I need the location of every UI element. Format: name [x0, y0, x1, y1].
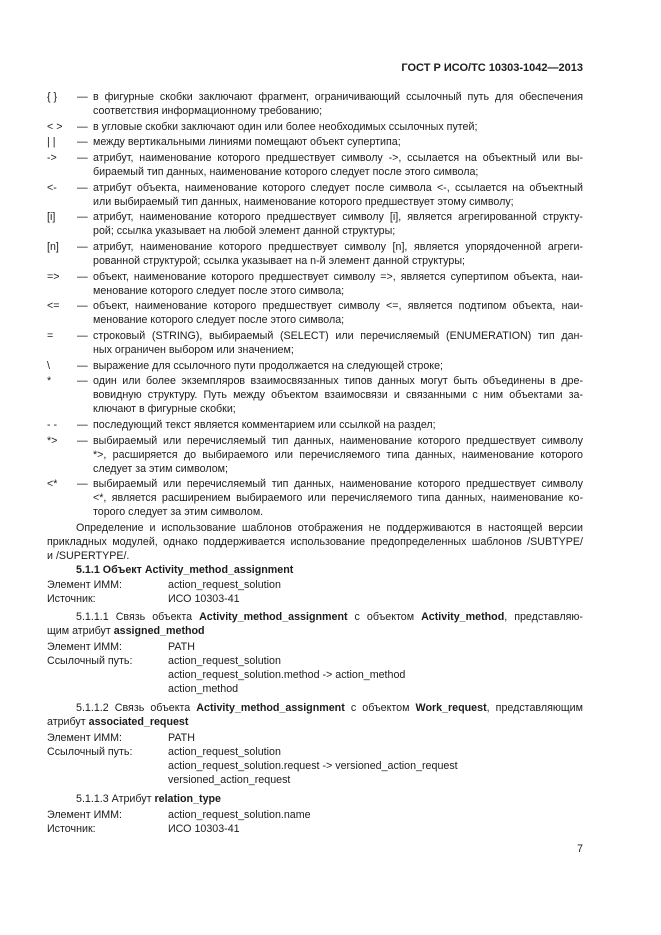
mapping-key: Ссылочный путь: — [47, 745, 133, 758]
definition-dash: — — [77, 211, 88, 224]
definition-text-line: выражение для ссылочного пути продолжается на следующей строке; — [93, 359, 444, 372]
heading-text: атрибут — [47, 715, 86, 728]
section-number: 5.1.1.2 — [76, 701, 109, 714]
definition-text-line: последующий текст является комментарием или ссылкой на раздел; — [93, 418, 436, 431]
definition-text-line: атрибут, наименование которого предшествует символу [i], является агрегированной структу- — [93, 211, 583, 224]
mapping-value: PATH — [168, 640, 195, 653]
section-heading-5-1-1 — [47, 563, 583, 577]
definition-text-line: следует за этим символом; — [93, 462, 228, 475]
definition-item — [47, 434, 583, 476]
definition-dash: — — [77, 136, 88, 149]
mapping-value: action_request_solution.name — [168, 808, 311, 821]
definition-symbol: | | — [47, 136, 56, 149]
definition-symbol: *> — [47, 434, 58, 447]
definition-text-line: ных ограничен выбором или значением; — [93, 343, 294, 356]
definition-text-line: один или более экземпляров взаимосвязанных типов данных могут быть объединены в дре- — [93, 375, 583, 388]
definition-symbol: \ — [47, 359, 50, 372]
definition-item — [47, 418, 583, 432]
heading-text: , представляющим — [486, 701, 583, 714]
mapping-value: ИСО 10303-41 — [168, 822, 240, 835]
mapping-value: action_request_solution.request -> versioned_action_request — [168, 759, 458, 772]
definition-dash: — — [77, 91, 88, 103]
definition-dash: — — [77, 375, 88, 388]
definition-symbol: = — [47, 329, 54, 342]
heading-line — [47, 610, 583, 624]
definition-text-line: соответствия информационному требованию; — [93, 105, 323, 117]
definition-text-line: рой; ссылка указывает на любой элемент данной структуры; — [93, 225, 396, 238]
section-number: 5.1.1 — [76, 563, 100, 576]
definition-text-line: выбираемый или перечисляемый тип данных, наименование которого предшествует символу — [93, 434, 583, 447]
definition-text-line: бираемый тип данных, наименование которого следует после этого символа; — [93, 165, 479, 178]
heading-line — [47, 715, 583, 729]
definition-item — [47, 329, 583, 357]
definition-item — [47, 359, 583, 373]
document-header: ГОСТ Р ИСО/ТС 10303-1042—2013 — [401, 62, 583, 74]
definition-dash: — — [77, 418, 88, 431]
definition-item — [47, 151, 583, 179]
notation-definitions — [47, 90, 583, 519]
definition-dash: — — [77, 181, 88, 194]
section-label: Объект — [102, 563, 142, 576]
heading-text: Атрибут — [111, 792, 152, 805]
heading-text: щим атрибут — [47, 624, 111, 637]
definition-text-line: менование которого следует после этого символа; — [93, 314, 345, 327]
mapping-value: action_request_solution — [168, 745, 281, 758]
definition-text-line: или выбираемый тип данных, наименование которого предшествует этому символу; — [93, 195, 514, 208]
target-entity-name: Activity_method — [421, 610, 505, 623]
mapping-row — [47, 822, 583, 836]
note-paragraph — [47, 521, 583, 563]
definition-text-line: *>, расширяется до выбираемого или перечисляемого типа данных, наименование которого — [93, 448, 583, 461]
definition-dash: — — [77, 478, 88, 491]
definition-item — [47, 210, 583, 238]
mapping-row — [47, 592, 583, 606]
definition-dash: — — [77, 270, 88, 283]
heading-text: , представляю- — [504, 610, 583, 623]
paragraph-line: и /SUPERTYPE/. — [47, 549, 130, 562]
section-heading-5-1-1-2 — [47, 701, 583, 729]
definition-symbol: < > — [47, 120, 63, 133]
mapping-value: PATH — [168, 731, 195, 744]
attribute-name: assigned_method — [113, 624, 205, 637]
definition-dash: — — [77, 300, 88, 313]
definition-symbol: <- — [47, 181, 57, 194]
definition-dash: — — [77, 151, 88, 164]
heading-text: Связь объекта — [114, 701, 191, 714]
mapping-row — [47, 731, 583, 745]
mapping-value: action_request_solution — [168, 578, 281, 591]
definition-text-line: в фигурные скобки заключают фрагмент, ограничивающий ссылочный путь для обеспечения — [93, 91, 583, 103]
attribute-name: relation_type — [154, 792, 222, 805]
definition-text-line: атрибут объекта, наименование которого следует после символа <-, ссылается на объектный — [93, 181, 583, 194]
target-entity-name: Work_request — [415, 701, 487, 714]
definition-item — [47, 90, 583, 118]
section-heading-5-1-1-3 — [47, 792, 583, 806]
mapping-value: action_request_solution.method -> action_method — [168, 668, 406, 681]
paragraph-line: Определение и использование шаблонов отображения не поддерживаются в настоящей версии — [76, 521, 583, 534]
mapping-row — [47, 654, 583, 696]
mapping-row — [47, 578, 583, 592]
definition-symbol: <= — [47, 300, 60, 313]
mapping-row — [47, 640, 583, 654]
definition-symbol: * — [47, 375, 52, 388]
entity-name: Activity_method_assignment — [144, 563, 294, 576]
mapping-key: Элемент ИММ: — [47, 731, 123, 744]
attribute-name: associated_request — [88, 715, 189, 728]
mapping-value: action_request_solution — [168, 654, 281, 667]
mapping-key: Ссылочный путь: — [47, 654, 133, 667]
definition-item — [47, 477, 583, 519]
heading-line — [47, 701, 583, 715]
mapping-key: Элемент ИММ: — [47, 578, 123, 591]
definition-text-line: торого следует за этим символом. — [93, 506, 264, 519]
definition-item — [47, 374, 583, 416]
definition-text-line: между вертикальными линиями помещают объект супертипа; — [93, 136, 401, 149]
definition-item — [47, 120, 583, 134]
definition-text-line: строковый (STRING), выбираемый (SELECT) или перечисляемый (ENUMERATION) тип дан- — [93, 329, 583, 342]
definition-text-line: объект, наименование которого предшествует символу <=, является подтипом объекта, наи- — [93, 300, 583, 313]
section-heading-5-1-1-1 — [47, 610, 583, 638]
heading-text: с объектом — [354, 610, 415, 623]
definition-item — [47, 240, 583, 268]
page-content — [47, 90, 583, 836]
definition-symbol: [n] — [47, 240, 59, 253]
definition-dash: — — [77, 329, 88, 342]
section-number: 5.1.1.1 — [76, 610, 109, 623]
definition-item — [47, 181, 583, 209]
definition-symbol: => — [47, 270, 60, 283]
definition-text-line: рованной структурой; ссылка указывает на n-й элемент данной структуры; — [93, 254, 465, 267]
definition-item — [47, 299, 583, 327]
definition-text-line: атрибут, наименование которого предшествует символу ->, ссылается на объектный или вы- — [93, 151, 583, 164]
definition-dash: — — [77, 120, 88, 133]
definition-text-line: вовидную структуру. Путь между объектом взаимосвязи и связанными с ним объектами за- — [93, 389, 583, 402]
heading-line — [47, 624, 583, 638]
definition-text-line: атрибут, наименование которого предшествует символу [n], является упорядоченной агреги- — [93, 240, 583, 253]
entity-name: Activity_method_assignment — [199, 610, 348, 623]
definition-text-line: <*, является расширением выбираемого или перечисляемого типа данных, наименование ко- — [93, 492, 583, 505]
definition-text-line: выбираемый или перечисляемый тип данных, наименование которого предшествует символу — [93, 478, 583, 491]
definition-dash: — — [77, 434, 88, 447]
page-number: 7 — [577, 843, 583, 855]
definition-item — [47, 135, 583, 149]
definition-symbol: [i] — [47, 211, 56, 224]
definition-symbol: { } — [47, 91, 58, 103]
mapping-row — [47, 745, 583, 787]
mapping-row — [47, 808, 583, 822]
definition-dash: — — [77, 359, 88, 372]
definition-symbol: -> — [47, 151, 57, 164]
definition-symbol: <* — [47, 478, 58, 491]
paragraph-line: прикладных модулей, однако поддерживается использование предопределенных шаблонов /SUBTYPE/ — [47, 535, 583, 548]
mapping-value: ИСО 10303-41 — [168, 592, 240, 605]
mapping-key: Источник: — [47, 592, 96, 605]
section-number: 5.1.1.3 — [76, 792, 109, 805]
definition-text-line: менование которого следует после этого символа; — [93, 284, 345, 297]
definition-item — [47, 270, 583, 298]
entity-name: Activity_method_assignment — [196, 701, 345, 714]
heading-text: Связь объекта — [115, 610, 193, 623]
definition-dash: — — [77, 240, 88, 253]
mapping-value: versioned_action_request — [168, 773, 291, 786]
mapping-value: action_method — [168, 682, 239, 695]
definition-text-line: объект, наименование которого предшествует символу =>, является супертипом объекта, наи- — [93, 270, 583, 283]
mapping-key: Элемент ИММ: — [47, 808, 123, 821]
definition-text-line: в угловые скобки заключают один или более необходимых ссылочных путей; — [93, 120, 478, 133]
definition-text-line: ключают в фигурные скобки; — [93, 403, 236, 416]
heading-text: с объектом — [350, 701, 410, 714]
mapping-key: Элемент ИММ: — [47, 640, 123, 653]
definition-symbol: - - — [47, 418, 58, 431]
mapping-key: Источник: — [47, 822, 96, 835]
